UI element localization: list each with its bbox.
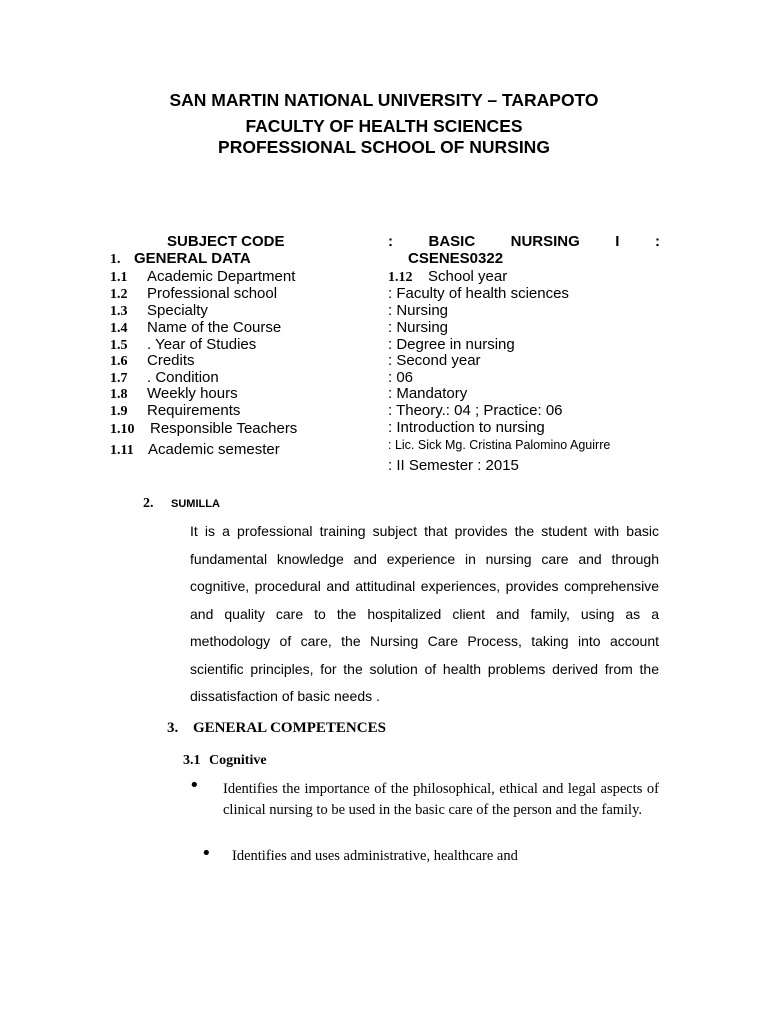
section-1-title: GENERAL DATA xyxy=(134,250,251,267)
section-3-title: GENERAL COMPETENCES xyxy=(193,720,386,736)
item-number: 1.7 xyxy=(110,371,128,386)
section-1-number: 1. xyxy=(110,252,121,267)
item-label: Professional school xyxy=(147,285,278,302)
item-value: : Nursing xyxy=(388,319,449,336)
item-label: Specialty xyxy=(147,302,208,319)
bullet-icon: • xyxy=(201,843,212,864)
item-label: Academic Department xyxy=(147,268,296,285)
subject-code-word: : xyxy=(654,233,660,250)
item-label: Credits xyxy=(147,352,195,369)
university-title: SAN MARTIN NATIONAL UNIVERSITY – TARAPOTO xyxy=(169,90,599,110)
item-label: Name of the Course xyxy=(147,319,282,336)
item-label: . Condition xyxy=(147,369,219,386)
item-value: : Faculty of health sciences xyxy=(388,285,569,302)
subject-code-number: CSENES0322 xyxy=(408,250,504,267)
item-value: : Lic. Sick Mg. Cristina Palomino Aguirre xyxy=(388,438,611,452)
subject-code-value xyxy=(388,233,660,250)
item-number: 1.6 xyxy=(110,354,128,369)
item-number: 1.1 xyxy=(110,270,128,285)
bullet-icon: • xyxy=(189,775,200,796)
item-value: : II Semester : 2015 xyxy=(388,457,519,474)
item-label: Weekly hours xyxy=(147,385,238,402)
item-value: : Mandatory xyxy=(388,385,468,402)
subsection-3-1-title: Cognitive xyxy=(209,753,267,768)
item-number: 1.12 xyxy=(388,270,413,285)
item-number: 1.9 xyxy=(110,404,128,419)
item-number: 1.2 xyxy=(110,287,128,302)
item-number: 1.3 xyxy=(110,304,128,319)
competence-bullet-text: Identifies the importance of the philosophical, ethical and legal aspects of clinical nursing to be used in the basic care of the person and the family. xyxy=(223,781,659,818)
faculty-title: FACULTY OF HEALTH SCIENCES xyxy=(245,116,523,136)
item-number: 1.5 xyxy=(110,338,128,353)
item-number: 1.11 xyxy=(110,443,134,458)
item-value: : Introduction to nursing xyxy=(388,419,545,436)
subject-code-word: I xyxy=(615,233,620,250)
item-label: Requirements xyxy=(147,402,241,419)
item-value: : Second year xyxy=(388,352,481,369)
item-value: : Nursing xyxy=(388,302,449,319)
item-label: Academic semester xyxy=(148,441,280,458)
item-number: 1.10 xyxy=(110,422,135,437)
subsection-3-1-number: 3.1 xyxy=(183,753,201,768)
item-label: Responsible Teachers xyxy=(150,420,298,437)
section-2-title: SUMILLA xyxy=(171,498,220,510)
item-number: 1.8 xyxy=(110,387,128,402)
subject-code-word: NURSING xyxy=(510,233,580,250)
subject-code-word: BASIC xyxy=(428,233,476,250)
section-3-number: 3. xyxy=(167,720,179,736)
item-value: : Theory.: 04 ; Practice: 06 xyxy=(388,402,563,419)
item-label: . Year of Studies xyxy=(147,336,257,353)
subject-code-label: SUBJECT CODE xyxy=(167,233,285,250)
subject-code-word: : xyxy=(388,233,393,250)
item-value: : 06 xyxy=(388,369,414,386)
sumilla-paragraph: It is a professional training subject that provides the student with basic fundamental knowledge and experience in nursing care and through cognitive, procedural and attitudinal experiences, provides comprehensive and quality care to the hospitalized client and family, using as a methodology of care, the Nursing Care Process, taking into account scientific principles, for the solution of health problems derived from the dissatisfaction of basic needs . xyxy=(190,523,659,704)
school-title: PROFESSIONAL SCHOOL OF NURSING xyxy=(218,137,550,157)
competence-bullet-text: Identifies and uses administrative, healthcare and xyxy=(232,848,518,864)
item-number: 1.4 xyxy=(110,321,128,336)
section-2-number: 2. xyxy=(143,496,154,511)
item-label: School year xyxy=(428,268,508,285)
item-value: : Degree in nursing xyxy=(388,336,515,353)
